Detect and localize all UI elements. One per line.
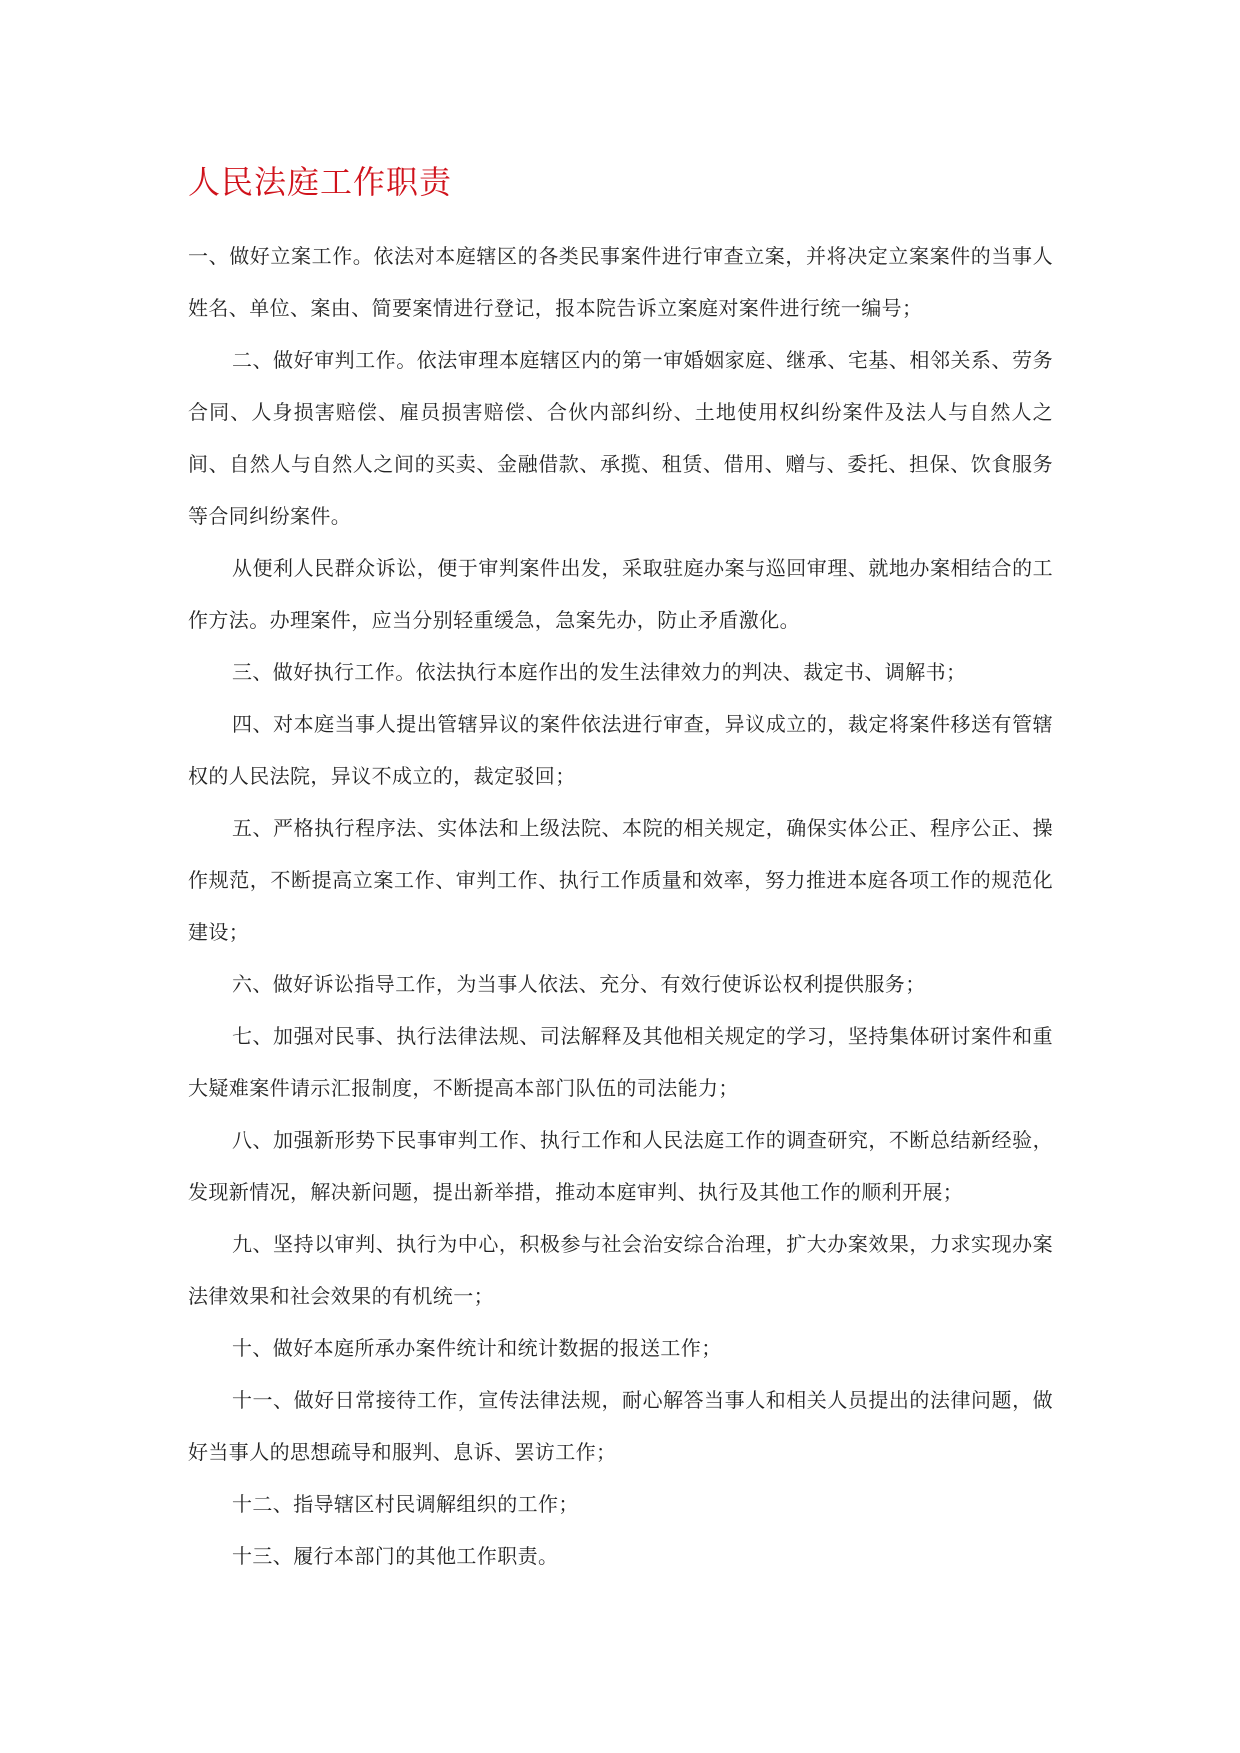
- paragraph-8: 七、加强对民事、执行法律法规、司法解释及其他相关规定的学习，坚持集体研讨案件和重大疑难案件请示汇报制度，不断提高本部门队伍的司法能力；: [188, 1024, 1053, 1100]
- document-title: 人民法庭工作职责: [188, 163, 453, 201]
- paragraph-7: 六、做好诉讼指导工作，为当事人依法、充分、有效行使诉讼权利提供服务；: [232, 972, 926, 996]
- paragraph-12: 十一、做好日常接待工作，宣传法律法规，耐心解答当事人和相关人员提出的法律问题，做好当事人的思想疏导和服判、息诉、罢访工作；: [188, 1388, 1053, 1464]
- paragraph-6: 五、严格执行程序法、实体法和上级法院、本院的相关规定，确保实体公正、程序公正、操作规范，不断提高立案工作、审判工作、执行工作质量和效率，努力推进本庭各项工作的规范化建设；: [188, 816, 1053, 944]
- paragraph-2: 二、做好审判工作。依法审理本庭辖区内的第一审婚姻家庭、继承、宅基、相邻关系、劳务合同、人身损害赔偿、雇员损害赔偿、合伙内部纠纷、土地使用权纠纷案件及法人与自然人之间、自然人与自然人之间的买卖、金融借款、承揽、租赁、借用、赠与、委托、担保、饮食服务等合同纠纷案件。: [188, 348, 1053, 528]
- paragraph-13: 十二、指导辖区村民调解组织的工作；: [232, 1492, 579, 1516]
- paragraph-5: 四、对本庭当事人提出管辖异议的案件依法进行审查，异议成立的，裁定将案件移送有管辖权的人民法院，异议不成立的，裁定驳回；: [188, 712, 1053, 788]
- paragraph-1: 一、做好立案工作。依法对本庭辖区的各类民事案件进行审查立案，并将决定立案案件的当事人姓名、单位、案由、简要案情进行登记，报本院告诉立案庭对案件进行统一编号；: [188, 244, 1053, 320]
- paragraph-9: 八、加强新形势下民事审判工作、执行工作和人民法庭工作的调查研究，不断总结新经验，发现新情况，解决新问题，提出新举措，推动本庭审判、执行及其他工作的顺利开展；: [188, 1128, 1053, 1204]
- paragraph-3: 从便利人民群众诉讼，便于审判案件出发，采取驻庭办案与巡回审理、就地办案相结合的工作方法。办理案件，应当分别轻重缓急，急案先办，防止矛盾激化。: [188, 556, 1053, 632]
- paragraph-10: 九、坚持以审判、执行为中心，积极参与社会治安综合治理，扩大办案效果，力求实现办案法律效果和社会效果的有机统一；: [188, 1232, 1053, 1308]
- paragraph-11: 十、做好本庭所承办案件统计和统计数据的报送工作；: [232, 1336, 722, 1360]
- paragraph-4: 三、做好执行工作。依法执行本庭作出的发生法律效力的判决、裁定书、调解书；: [232, 660, 967, 684]
- document-body: [188, 230, 1053, 1582]
- paragraph-14: 十三、履行本部门的其他工作职责。: [232, 1544, 559, 1568]
